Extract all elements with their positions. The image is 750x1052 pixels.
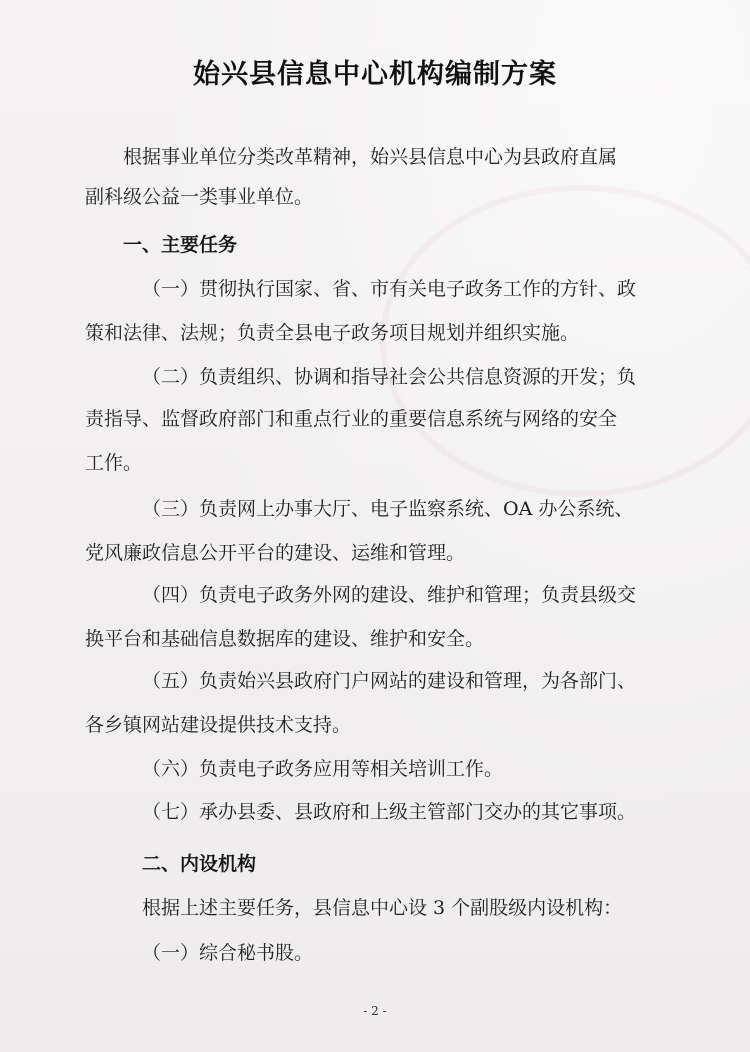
intro-line-1: 根据事业单位分类改革精神，始兴县信息中心为县政府直属 (123, 146, 618, 168)
task-6-line-1: （六）负责电子政务应用等相关培训工作。 (142, 758, 504, 780)
task-4-line-2: 换平台和基础信息数据库的建设、维护和安全。 (85, 628, 485, 650)
task-2-line-3: 工作。 (85, 452, 143, 474)
page-number: - 2 - (363, 1004, 387, 1018)
task-2-line-1: （二）负责组织、协调和指导社会公共信息资源的开发；负 (142, 366, 637, 388)
intro-line-2: 副科级公益一类事业单位。 (85, 186, 314, 208)
unit-1: （一）综合秘书股。 (142, 942, 314, 964)
task-1-line-1: （一）贯彻执行国家、省、市有关电子政务工作的方针、政 (142, 278, 637, 300)
task-2-line-2: 责指导、监督政府部门和重点行业的重要信息系统与网络的安全 (85, 408, 618, 430)
section-2-intro: 根据上述主要任务，县信息中心设 3 个副股级内设机构： (142, 897, 623, 919)
section-1-heading: 一、主要任务 (123, 234, 238, 256)
task-5-line-1: （五）负责始兴县政府门户网站的建设和管理，为各部门、 (142, 670, 637, 692)
task-5-line-2: 各乡镇网站建设提供技术支持。 (85, 714, 352, 736)
task-4-line-1: （四）负责电子政务外网的建设、维护和管理；负责县级交 (142, 584, 637, 606)
document-title: 始兴县信息中心机构编制方案 (193, 59, 557, 90)
task-3-line-2: 党风廉政信息公开平台的建设、运维和管理。 (85, 542, 466, 564)
task-3-line-1: （三）负责网上办事大厅、电子监察系统、OA 办公系统、 (142, 498, 634, 520)
section-2-heading: 二、内设机构 (142, 853, 257, 875)
task-1-line-2: 策和法律、法规；负责全县电子政务项目规划并组织实施。 (85, 322, 580, 344)
task-7-line-1: （七）承办县委、县政府和上级主管部门交办的其它事项。 (142, 801, 637, 823)
